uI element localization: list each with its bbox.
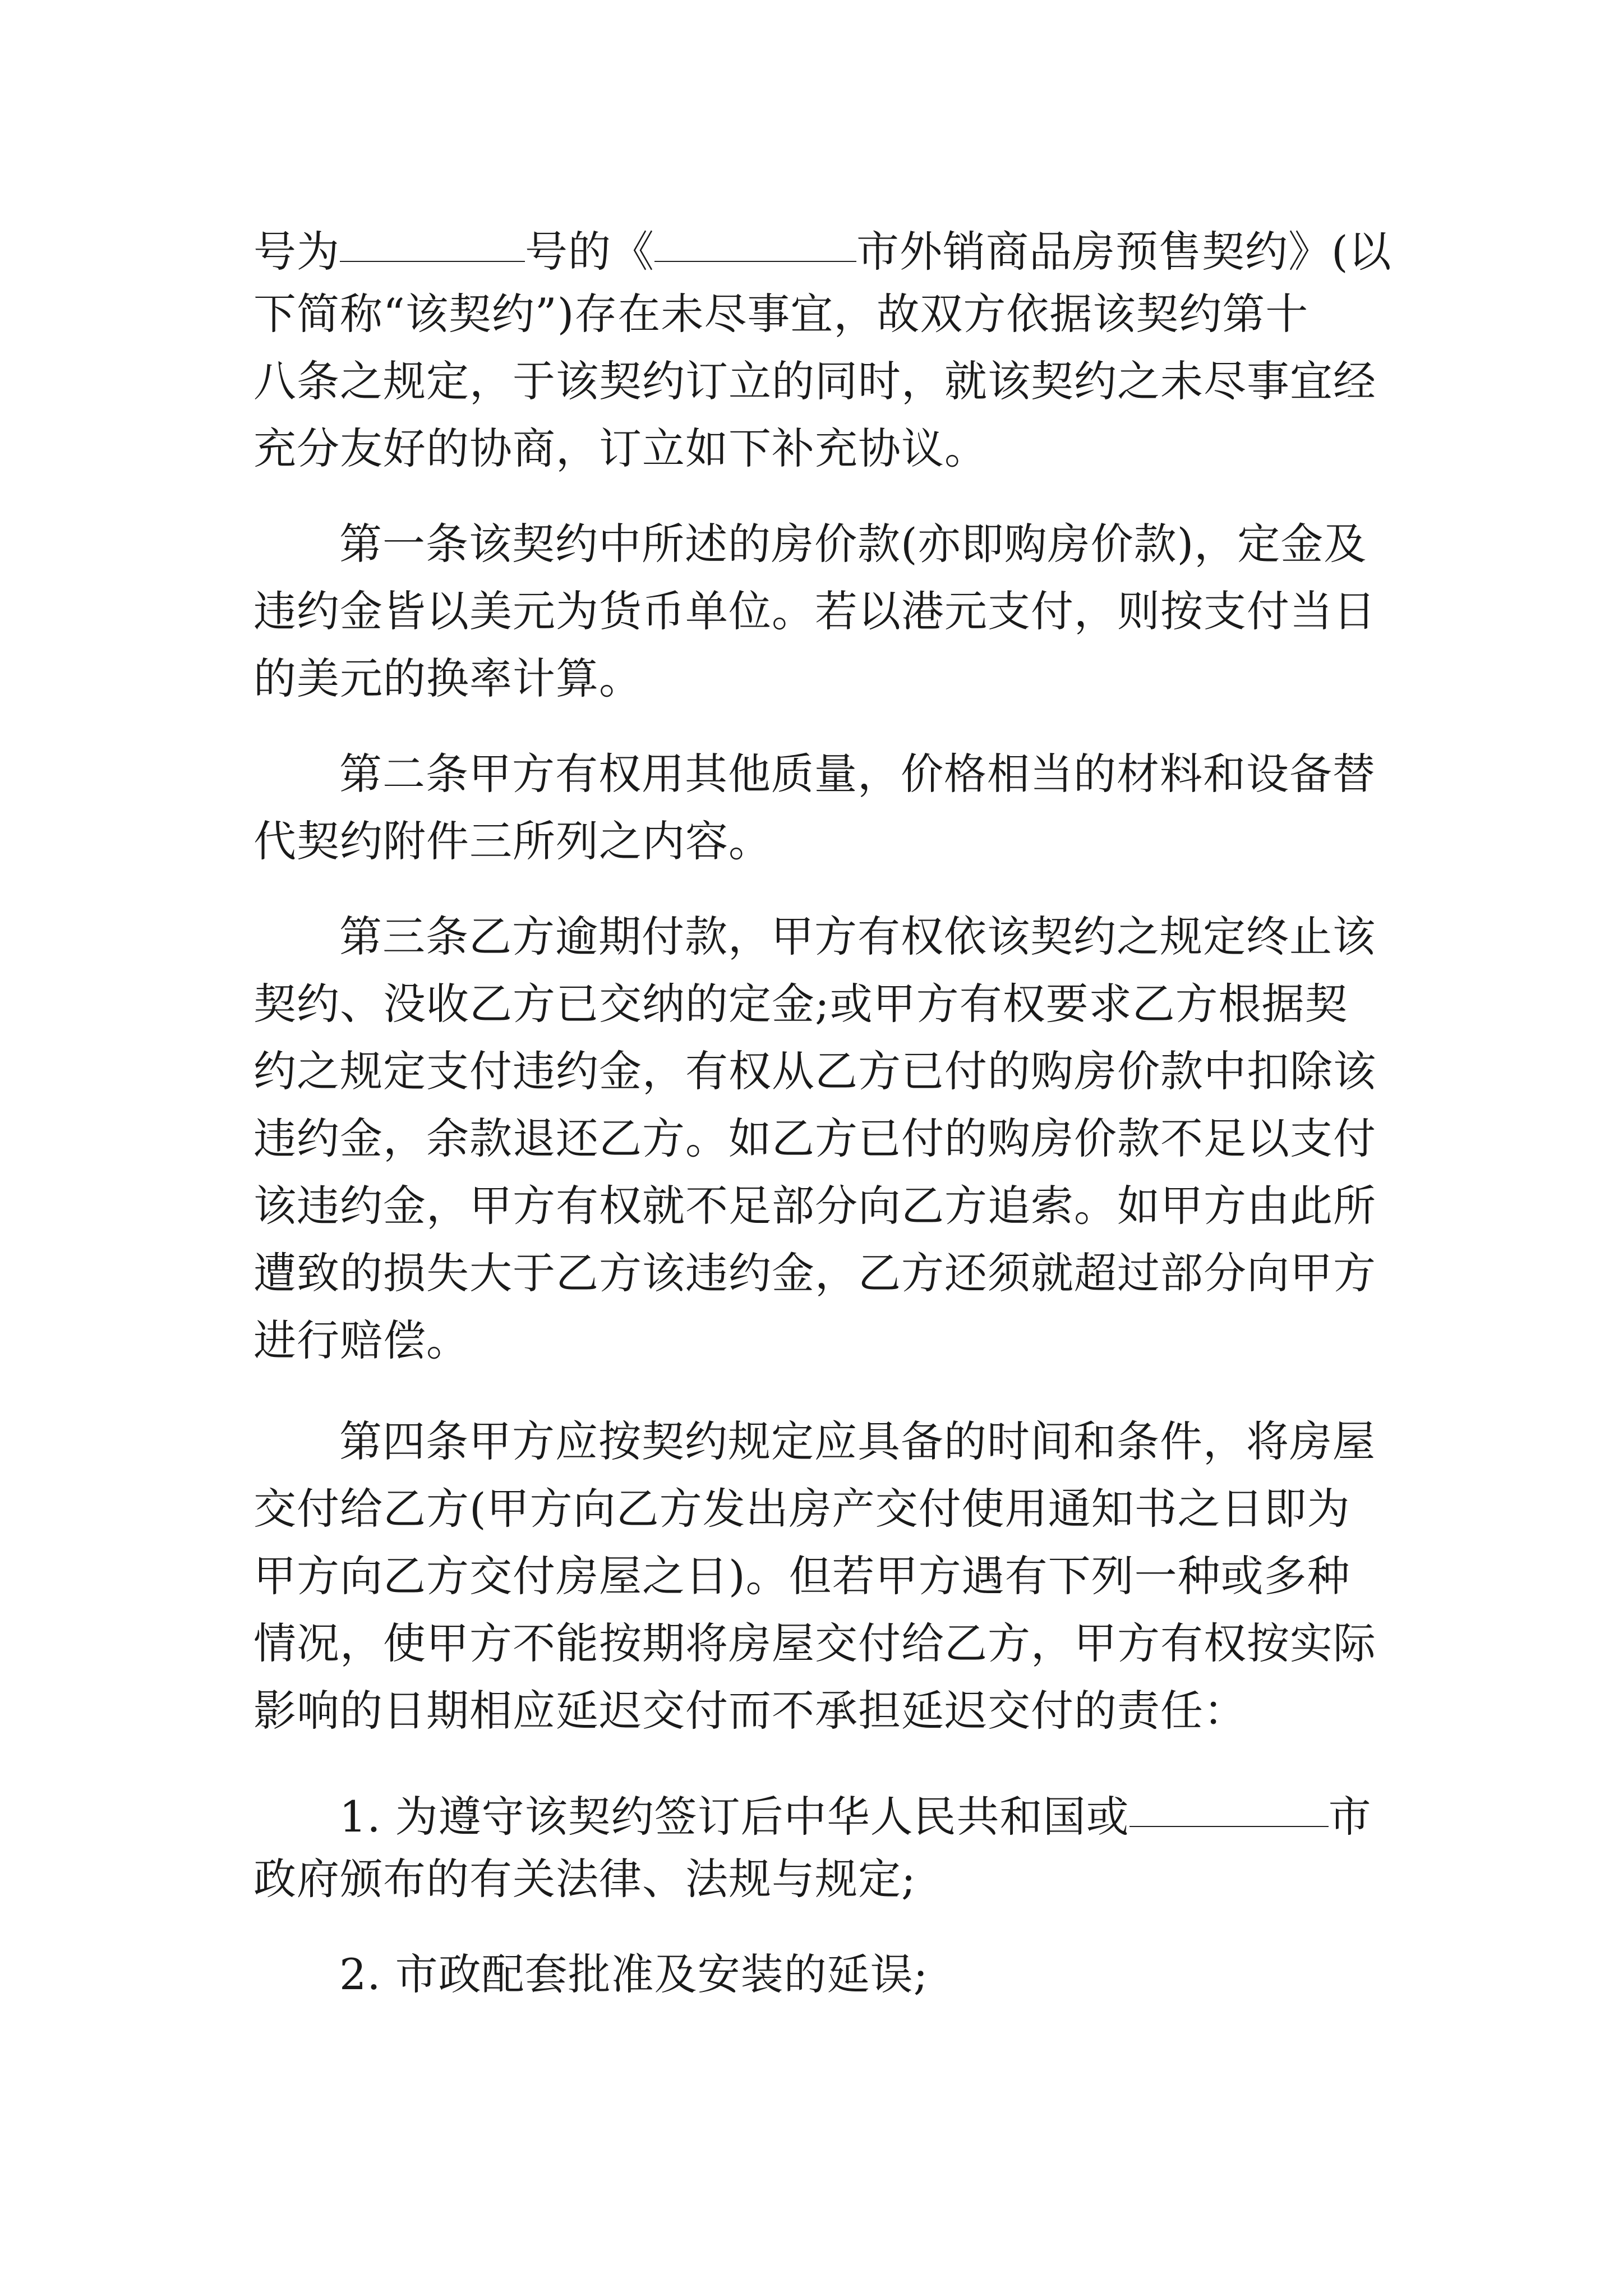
text-line: 2. 市政配套批准及安装的延误;	[339, 1949, 929, 1999]
text-segment: 1. 为遵守该契约签订后中华人民共和国或	[339, 1792, 1129, 1842]
text-line: 遭致的损失大于乙方该违约金，乙方还须就超过部分向甲方	[253, 1248, 1376, 1298]
text-line: 违约金皆以美元为货币单位。若以港元支付，则按支付当日	[253, 586, 1376, 636]
text-segment: 号为	[253, 227, 340, 277]
text-line: 情况，使甲方不能按期将房屋交付给乙方，甲方有权按实际	[253, 1618, 1376, 1668]
text-line: 进行赔偿。	[253, 1315, 469, 1365]
text-line: 政府颁布的有关法律、法规与规定;	[253, 1854, 916, 1904]
blank-field	[1129, 1781, 1329, 1827]
text-line	[253, 216, 1392, 278]
text-line: 约之规定支付违约金，有权从乙方已付的购房价款中扣除该	[253, 1046, 1376, 1096]
text-line: 的美元的换率计算。	[253, 654, 642, 703]
text-line: 契约、没收乙方已交纳的定金;或甲方有权要求乙方根据契	[253, 979, 1348, 1029]
blank-field	[340, 216, 525, 262]
text-line: 该违约金，甲方有权就不足部分向乙方追索。如甲方由此所	[253, 1181, 1376, 1231]
text-line: 第二条甲方有权用其他质量，价格相当的材料和设备替	[339, 749, 1376, 799]
text-line: 代契约附件三所列之内容。	[253, 816, 772, 866]
text-line: 第三条乙方逾期付款，甲方有权依该契约之规定终止该	[339, 912, 1376, 961]
text-segment: 市外销商品房预售契约》(以	[856, 227, 1392, 277]
text-line: 甲方向乙方交付房屋之日)。但若甲方遇有下列一种或多种	[253, 1551, 1350, 1601]
blank-field	[654, 216, 856, 262]
text-line: 违约金，余款退还乙方。如乙方已付的购房价款不足以支付	[253, 1114, 1376, 1163]
text-line	[339, 1781, 1372, 1843]
text-line: 充分友好的协商，订立如下补充协议。	[253, 424, 988, 473]
text-line: 下简称“该契约”)存在未尽事宜，故双方依据该契约第十	[253, 289, 1309, 339]
text-line: 影响的日期相应延迟交付而不承担延迟交付的责任：	[253, 1686, 1247, 1736]
text-line: 第四条甲方应按契约规定应具备的时间和条件，将房屋	[339, 1416, 1376, 1466]
text-segment: 市	[1328, 1792, 1372, 1842]
text-segment: 号的《	[525, 227, 654, 277]
text-line: 交付给乙方(甲方向乙方发出房产交付使用通知书之日即为	[253, 1484, 1350, 1534]
text-line: 八条之规定，于该契约订立的同时，就该契约之未尽事宜经	[253, 356, 1376, 406]
text-line: 第一条该契约中所述的房价款(亦即购房价款)，定金及	[339, 519, 1367, 569]
